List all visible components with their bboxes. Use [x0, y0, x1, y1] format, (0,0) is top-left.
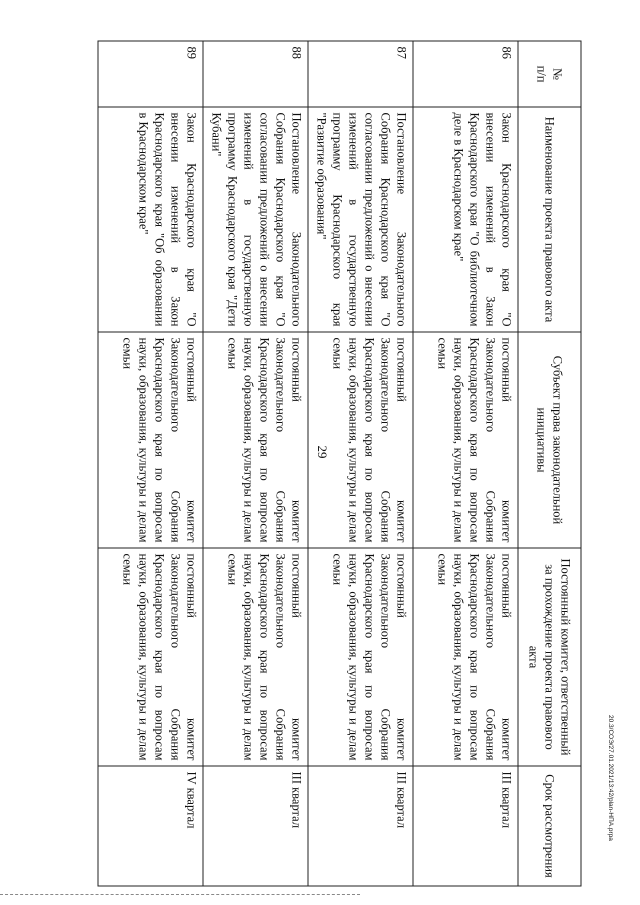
row-term: III квартал [413, 766, 518, 886]
row-term: III квартал [308, 766, 413, 886]
header-committee: Постоянный комитет, ответственный за прохождение проекта правового акта [518, 548, 581, 766]
row-subject: постоянный комитет Законодательного Собрания Краснодарского края по вопросам науки, образования, культуры и делам семьи [308, 332, 413, 548]
header-number: № п/п [518, 41, 581, 107]
table-row [413, 41, 518, 886]
table-row [308, 41, 413, 886]
table-row [98, 41, 203, 886]
row-committee: постоянный комитет Законодательного Собрания Краснодарского края по вопросам науки, образования, культуры и делам семьи [98, 548, 203, 766]
row-subject: постоянный комитет Законодательного Собрания Краснодарского края по вопросам науки, образования, культуры и делам семьи [98, 332, 203, 548]
row-act-name: Постановление Законодательного Собрания Краснодарского края "О согласовании предложений о внесении изменений в государственную программу Краснодарского края "Развитие образования" [308, 107, 413, 332]
row-term: IV квартал [98, 766, 203, 886]
table-header-row [518, 41, 581, 886]
header-act-name: Наименование проекта правового акта [518, 107, 581, 332]
row-committee: постоянный комитет Законодательного Собрания Краснодарского края по вопросам науки, образования, культуры и делам семьи [413, 548, 518, 766]
row-number: 87 [308, 41, 413, 107]
row-act-name: Закон Краснодарского края "О внесении изменений в Закон Краснодарского края "Об образовании в Краснодарском крае" [98, 107, 203, 332]
row-subject: постоянный комитет Законодательного Собрания Краснодарского края по вопросам науки, образования, культуры и делам семьи [203, 332, 308, 548]
page-number: 29 [315, 445, 330, 459]
row-act-name: Закон Краснодарского края "О внесении изменений в Закон Краснодарского края "О библиотечном деле в Краснодарском крае" [413, 107, 518, 332]
document-code: 20.3/СОЭ/27.01.2021/13:42/plan-НПА.prpa [607, 715, 614, 841]
table-row [203, 41, 308, 886]
row-subject: постоянный комитет Законодательного Собрания Краснодарского края по вопросам науки, образования, культуры и делам семьи [413, 332, 518, 548]
row-act-name: Постановление Законодательного Собрания Краснодарского края "О согласовании предложений о внесении изменений в государственную программу Краснодарского края "Дети Кубани" [203, 107, 308, 332]
header-term: Срок рассмотрения [518, 766, 581, 886]
plan-table-container [98, 40, 581, 885]
footer-dashed-line [0, 894, 360, 895]
plan-table [97, 40, 581, 886]
row-number: 89 [98, 41, 203, 107]
plan-table-rotated [98, 40, 581, 885]
row-committee: постоянный комитет Законодательного Собрания Краснодарского края по вопросам науки, образования, культуры и делам семьи [203, 548, 308, 766]
header-subject: Субъект права законодательной инициативы [518, 332, 581, 548]
row-number: 88 [203, 41, 308, 107]
row-committee: постоянный комитет Законодательного Собрания Краснодарского края по вопросам науки, образования, культуры и делам семьи [308, 548, 413, 766]
row-number: 86 [413, 41, 518, 107]
row-term: III квартал [203, 766, 308, 886]
